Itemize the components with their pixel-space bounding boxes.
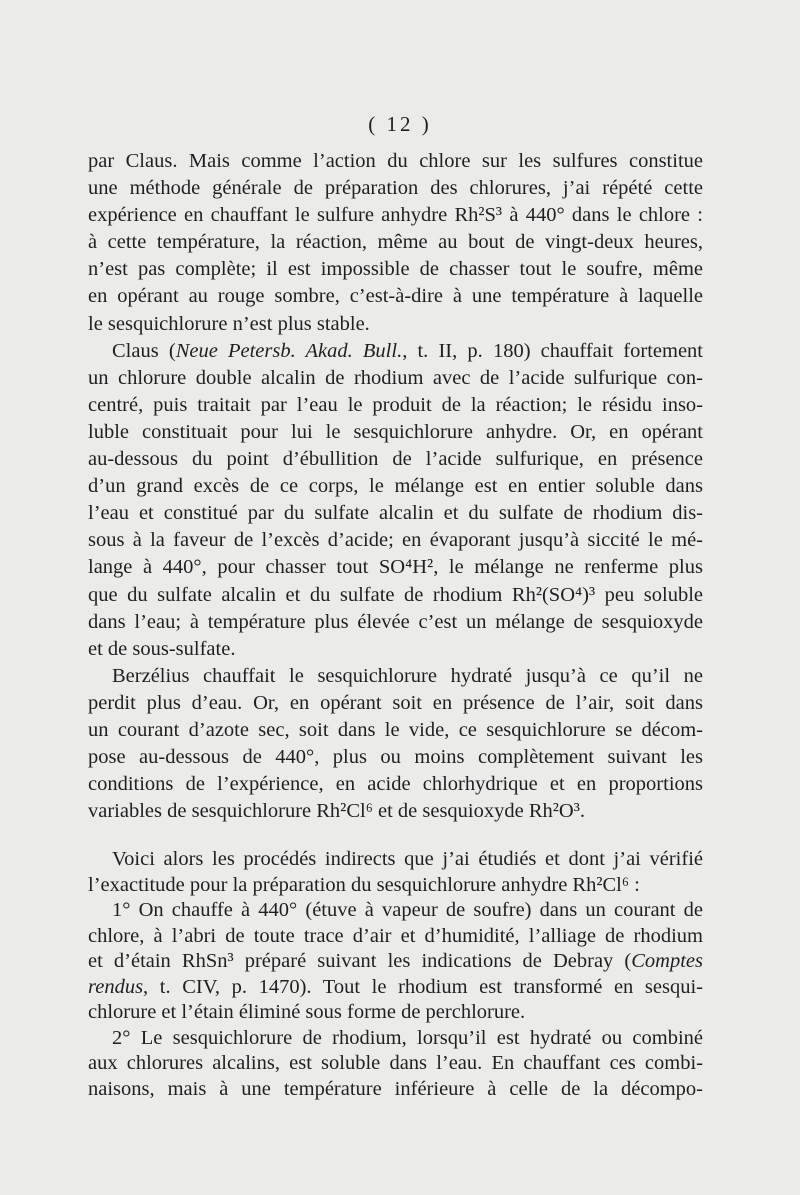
text-line: luble constituait pour lui le sesquichlorure anhydre. Or, en opérant	[88, 420, 703, 443]
paragraph-method-1	[88, 898, 703, 1026]
text-line: n’est pas complète; il est impossible de chasser tout le soufre, même	[88, 258, 703, 281]
text-line: pose au-dessous de 440°, plus ou moins complètement suivant les	[88, 746, 703, 769]
text-line: le sesquichlorure n’est plus stable.	[88, 312, 370, 335]
text-line: au-dessous du point d’ébullition de l’acide sulfurique, en présence	[88, 448, 703, 471]
text-line: une méthode générale de préparation des chlorures, j’ai répété cette	[88, 177, 703, 200]
text-line: Berzélius chauffait le sesquichlorure hydraté jusqu’à ce qu’il ne	[112, 664, 703, 687]
text-line: naisons, mais à une température inférieure à celle de la décompo-	[88, 1077, 703, 1100]
text-line: à cette température, la réaction, même au bout de vingt-deux heures,	[88, 231, 703, 254]
paragraph-claus-method	[88, 338, 703, 663]
body-text	[88, 148, 703, 1102]
text-line: rendus, t. CIV, p. 1470). Tout le rhodium est transformé en sesqui-	[88, 975, 703, 998]
paragraph-spacer	[88, 825, 703, 847]
text-line: en opérant au rouge sombre, c’est-à-dire à une température à laquelle	[88, 285, 703, 308]
text-line: 2° Le sesquichlorure de rhodium, lorsqu’il est hydraté ou combiné	[112, 1026, 703, 1049]
text-line: l’eau et constitué par du sulfate alcalin et du sulfate de rhodium dis-	[88, 502, 703, 525]
text-line: perdit plus d’eau. Or, en opérant soit en présence de l’air, soit dans	[88, 691, 703, 714]
text-line: sous à la faveur de l’excès d’acide; en évaporant jusqu’à siccité le mé-	[88, 529, 703, 552]
paragraph-indirect-methods	[88, 847, 703, 898]
text-line: conditions de l’expérience, en acide chlorhydrique et en proportions	[88, 773, 703, 796]
text-line: un courant d’azote sec, soit dans le vide, ce sesquichlorure se décom-	[88, 718, 703, 741]
text-line: dans l’eau; à température plus élevée c’est un mélange de sesquioxyde	[88, 610, 703, 633]
text-line: expérience en chauffant le sulfure anhydre Rh²S³ à 440° dans le chlore :	[88, 204, 703, 227]
page-number: ( 12 )	[368, 112, 432, 136]
text-line: Voici alors les procédés indirects que j’ai étudiés et dont j’ai vérifié	[112, 848, 703, 871]
text-line: lange à 440°, pour chasser tout SO⁴H², le mélange ne renferme plus	[88, 556, 703, 579]
text-line: par Claus. Mais comme l’action du chlore sur les sulfures constitue	[88, 150, 703, 172]
text-line: d’un grand excès de ce corps, le mélange est en entier soluble dans	[88, 475, 703, 498]
text-line: chlore, à l’abri de toute trace d’air et d’humidité, l’alliage de rhodium	[88, 924, 703, 947]
text-line: aux chlorures alcalins, est soluble dans l’eau. En chauffant ces combi-	[88, 1052, 703, 1075]
text-line: l’exactitude pour la préparation du sesquichlorure anhydre Rh²Cl⁶ :	[88, 873, 640, 896]
text-line: 1° On chauffe à 440° (étuve à vapeur de soufre) dans un courant de	[112, 899, 703, 922]
paragraph-method-2	[88, 1026, 703, 1103]
text-line: variables de sesquichlorure Rh²Cl⁶ et de sesquioxyde Rh²O³.	[88, 800, 585, 823]
paragraph-berzelius	[88, 663, 703, 826]
text-line: centré, puis traitait par l’eau le produit de la réaction; le résidu inso-	[88, 393, 703, 416]
text-line: et de sous-sulfate.	[88, 637, 236, 660]
text-line: chlorure et l’étain éliminé sous forme de perchlorure.	[88, 1001, 526, 1024]
text-line: et d’étain RhSn³ préparé suivant les indications de Debray (Comptes	[88, 950, 703, 973]
paragraph-claus-sulfide	[88, 148, 703, 338]
text-line: Claus (Neue Petersb. Akad. Bull., t. II, p. 180) chauffait fortement	[112, 339, 703, 362]
text-line: que du sulfate alcalin et du sulfate de rhodium Rh²(SO⁴)³ peu soluble	[88, 583, 703, 606]
text-line: un chlorure double alcalin de rhodium avec de l’acide sulfurique con-	[88, 366, 703, 389]
